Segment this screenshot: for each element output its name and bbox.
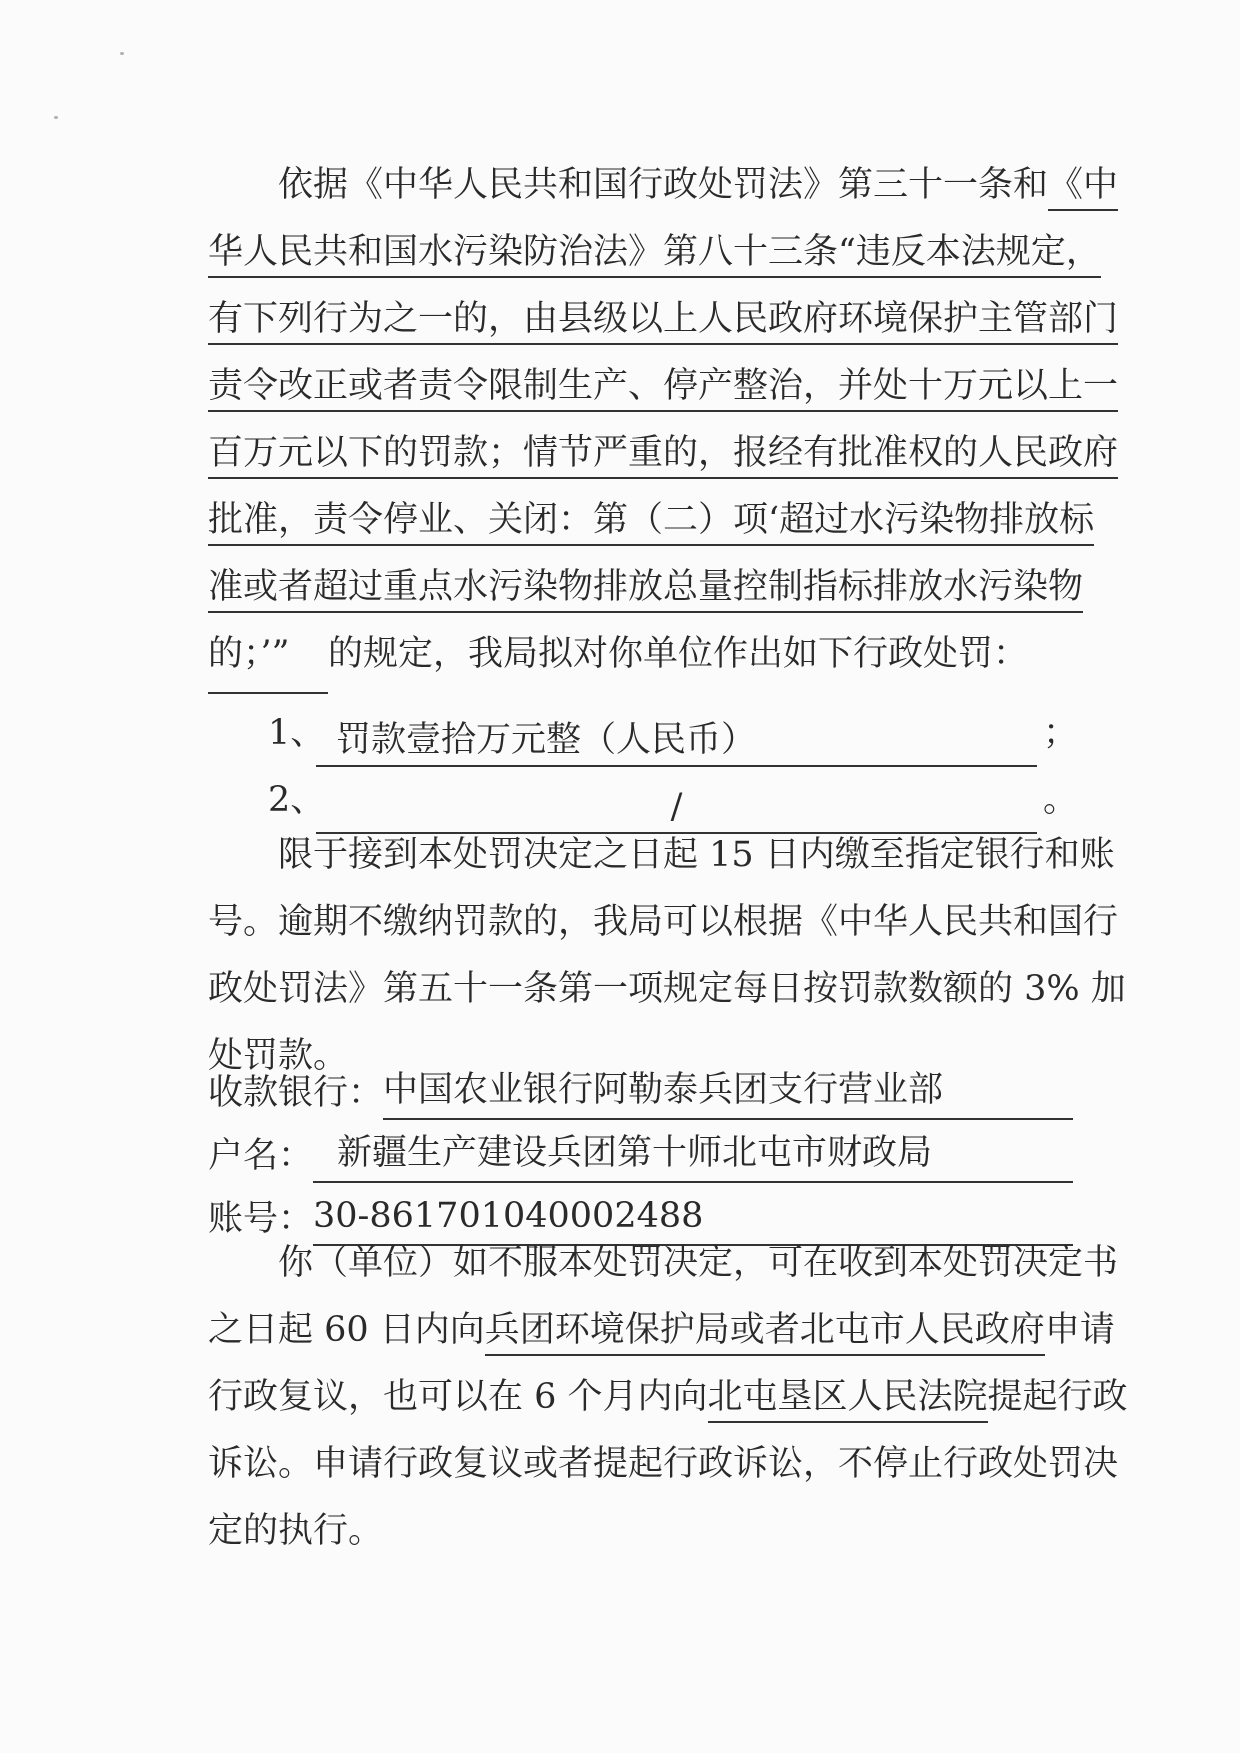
- underlined-text: 北屯垦区人民法院: [708, 1377, 988, 1423]
- underlined-text: 责令改正或者责令限制生产、停产整治，并处十万元以上一: [208, 366, 1118, 412]
- underlined-text: 兵团环境保护局或者北屯市人民政府: [485, 1310, 1045, 1356]
- account-name-value: 新疆生产建设兵团第十师北屯市财政局: [313, 1125, 1073, 1183]
- paragraph-line: [208, 420, 1119, 487]
- account-name-field: [208, 1125, 1073, 1188]
- account-name-label: 户名：: [208, 1136, 314, 1176]
- paragraph-line: [208, 487, 1095, 554]
- paragraph-line: 你（单位）如不服本处罚决定，可在收到本处罚决定书: [278, 1243, 1119, 1283]
- paragraph-line: [208, 621, 1073, 688]
- paragraph-line: 诉讼。申请行政复议或者提起行政诉讼，不停止行政处罚决: [208, 1444, 1119, 1484]
- penalty-item-1: [208, 700, 1079, 767]
- penalty-punctuation: ；: [1043, 713, 1079, 753]
- underlined-text: 批准，责令停业、关闭：第（二）项‘超过水污染物排放标: [208, 500, 1094, 546]
- paragraph-line: 限于接到本处罚决定之日起 15 日内缴至指定银行和账: [278, 835, 1115, 875]
- bank-value: 中国农业银行阿勒泰兵团支行营业部: [383, 1062, 1073, 1120]
- underlined-text: 华人民共和国水污染防治法》第八十三条“违反本法规定，: [208, 232, 1101, 278]
- text-run: 的规定，我局拟对你单位作出如下行政处罚：: [328, 634, 1029, 674]
- scan-speck: [54, 116, 58, 119]
- payment-notice-paragraph: [208, 822, 1126, 1090]
- penalty-number: 1、: [268, 713, 326, 753]
- paragraph-line: [208, 219, 1101, 286]
- text-run: 行政复议，也可以在 6 个月内向: [208, 1377, 708, 1417]
- text-run: 提起行政: [987, 1377, 1128, 1417]
- bank-field: [208, 1062, 1073, 1125]
- bank-info: [208, 1062, 1073, 1251]
- scan-speck: [120, 52, 124, 55]
- paragraph-line: [208, 1364, 1128, 1431]
- bank-label: 收款银行：: [208, 1073, 384, 1113]
- underlined-text: 《中: [1048, 165, 1118, 211]
- paragraph-line: 定的执行。: [208, 1511, 384, 1551]
- text-run: 申请: [1044, 1310, 1115, 1350]
- underlined-text: 百万元以下的罚款；情节严重的，报经有批准权的人民政府: [208, 433, 1118, 479]
- paragraph-line: [208, 286, 1119, 353]
- appeal-paragraph: [208, 1230, 1128, 1565]
- paragraph-line: 政处罚法》第五十一条第一项规定每日按罚款数额的 3% 加: [208, 969, 1126, 1009]
- paragraph-line: 处罚款。: [208, 1036, 349, 1076]
- account-number-value: 30-861701040002488: [313, 1188, 1073, 1246]
- penalty-list: [208, 700, 1079, 834]
- penalty-text: 罚款壹拾万元整（人民币）: [316, 713, 1037, 767]
- underlined-text: 有下列行为之一的，由县级以上人民政府环境保护主管部门: [208, 299, 1118, 345]
- account-number-label: 账号：: [208, 1199, 314, 1239]
- paragraph-line: [208, 353, 1119, 420]
- paragraph-line: [208, 554, 1084, 621]
- paragraph-line: 号。逾期不缴纳罚款的，我局可以根据《中华人民共和国行: [208, 902, 1119, 942]
- penalty-text: /: [316, 780, 1037, 834]
- underlined-text: 准或者超过重点水污染物排放总量控制指标排放水污染物: [208, 567, 1083, 613]
- underlined-text: 的；’”: [208, 621, 328, 694]
- legal-basis-paragraph: [208, 152, 1119, 688]
- penalty-number: 2、: [268, 780, 326, 820]
- text-run: 之日起 60 日内向: [208, 1310, 485, 1350]
- paragraph-line: [208, 152, 1119, 219]
- paragraph-line: [208, 1297, 1115, 1364]
- text-run: 依据《中华人民共和国行政处罚法》第三十一条和: [278, 165, 1049, 205]
- penalty-punctuation: 。: [1043, 780, 1079, 820]
